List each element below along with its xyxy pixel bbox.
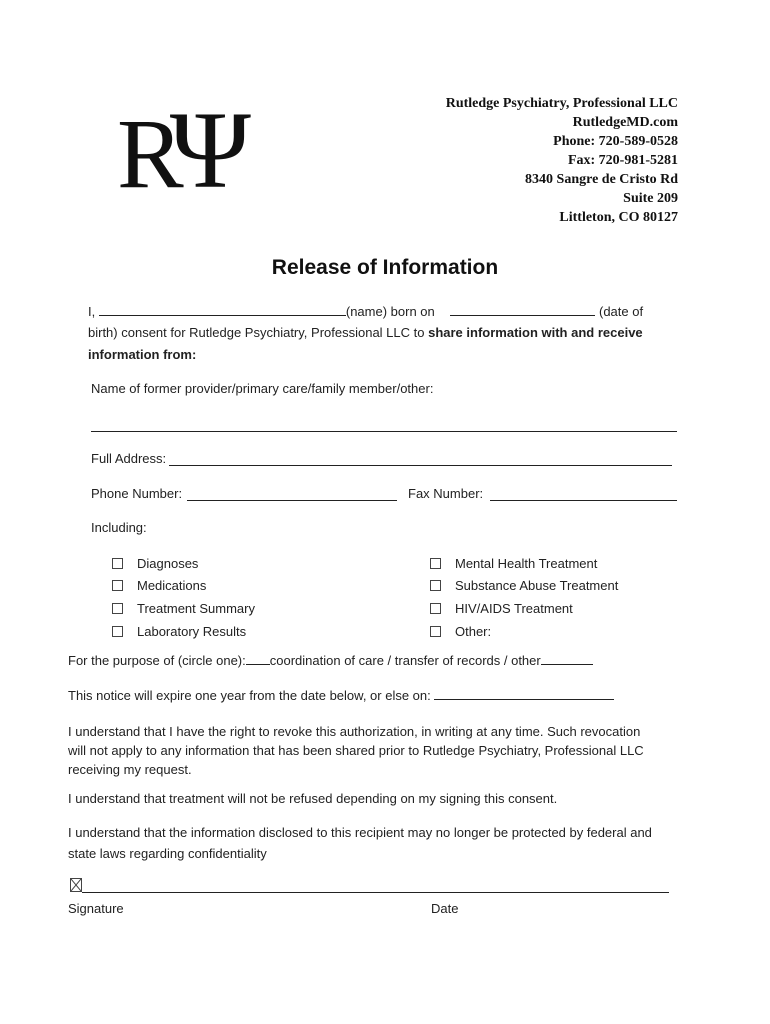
page-title: Release of Information — [271, 256, 499, 279]
signature-label: Signature — [68, 901, 124, 916]
header-line: RutledgeMD.com — [572, 115, 678, 130]
expire-date-field[interactable] — [434, 687, 614, 700]
intro-bold: share information with and receive — [428, 325, 643, 340]
header-line: Fax: 720-981-5281 — [567, 153, 678, 168]
checkbox-mental-health[interactable] — [430, 556, 597, 571]
phone-label: Phone Number: — [91, 486, 183, 501]
fax-field[interactable] — [490, 500, 677, 501]
intro-line-2 — [88, 325, 643, 340]
practice-header — [446, 94, 678, 227]
expire-label: This notice will expire one year from the date below, or else on: — [68, 688, 431, 703]
purpose-line — [68, 652, 593, 668]
disclosed-paragraph — [68, 822, 652, 864]
intro-line-1 — [88, 303, 643, 319]
checkbox-other[interactable] — [430, 624, 491, 639]
checkbox-label: Treatment Summary — [137, 601, 255, 616]
checkbox-hiv-aids[interactable] — [430, 601, 573, 616]
provider-field[interactable] — [91, 431, 677, 432]
checkbox-icon[interactable] — [112, 580, 123, 591]
checkbox-icon[interactable] — [112, 558, 123, 569]
expire-line — [68, 687, 614, 703]
checkbox-label: Other: — [455, 624, 492, 639]
purpose-blank[interactable] — [246, 652, 270, 665]
purpose-label: For the purpose of (circle one): — [68, 653, 246, 668]
checkbox-label: HIV/AIDS Treatment — [455, 601, 573, 616]
purpose-other-field[interactable] — [541, 652, 593, 665]
text-line: I understand that I have the right to revoke this authorization, in writing at any time. Such revocation — [68, 724, 641, 739]
dob-label: (date of — [599, 304, 644, 319]
including-label: Including: — [91, 520, 147, 535]
practice-logo: RΨ — [117, 89, 237, 211]
checkbox-diagnoses[interactable] — [112, 556, 198, 571]
text-line: receiving my request. — [68, 762, 192, 777]
date-label: Date — [431, 901, 459, 916]
intro-line-3: information from: — [88, 347, 197, 362]
name-label: (name) born on — [345, 304, 435, 319]
signature-x-icon — [70, 878, 82, 892]
text-line: I understand that the information disclosed to this recipient may no longer be protected by federal and — [68, 825, 652, 840]
header-line: Suite 209 — [623, 191, 678, 206]
checkbox-label: Medications — [137, 578, 207, 593]
revoke-paragraph — [68, 722, 644, 779]
dob-field[interactable] — [450, 303, 595, 316]
checkbox-icon[interactable] — [112, 626, 123, 637]
address-label: Full Address: — [91, 451, 167, 466]
fax-label: Fax Number: — [408, 486, 484, 501]
checkbox-label: Laboratory Results — [137, 624, 247, 639]
header-line: Phone: 720-589-0528 — [553, 134, 678, 149]
phone-field[interactable] — [187, 500, 397, 501]
checkbox-label: Diagnoses — [137, 556, 199, 571]
text-line: will not apply to any information that has been shared prior to Rutledge Psychiatry, Professional LLC — [68, 743, 644, 758]
checkbox-icon[interactable] — [112, 603, 123, 614]
header-line: Littleton, CO 80127 — [559, 210, 678, 225]
checkbox-icon[interactable] — [430, 603, 441, 614]
checkbox-icon[interactable] — [430, 626, 441, 637]
signature-field[interactable] — [82, 892, 669, 893]
checkbox-treatment-summary[interactable] — [112, 601, 255, 616]
intro-text: birth) consent for Rutledge Psychiatry, Professional LLC to — [88, 325, 429, 340]
provider-label: Name of former provider/primary care/family member/other: — [91, 381, 434, 396]
name-field[interactable] — [99, 303, 346, 316]
text-line: state laws regarding confidentiality — [68, 846, 267, 861]
intro-i: I, — [88, 304, 96, 319]
checkbox-icon[interactable] — [430, 558, 441, 569]
checkbox-laboratory-results[interactable] — [112, 624, 246, 639]
checkbox-substance-abuse[interactable] — [430, 578, 618, 593]
purpose-options[interactable]: coordination of care / transfer of records / other — [269, 653, 541, 668]
header-line: Rutledge Psychiatry, Professional LLC — [445, 96, 678, 111]
checkbox-label: Mental Health Treatment — [455, 556, 598, 571]
checkbox-label: Substance Abuse Treatment — [455, 578, 619, 593]
address-field[interactable] — [169, 465, 672, 466]
checkbox-icon[interactable] — [430, 580, 441, 591]
checkbox-medications[interactable] — [112, 578, 206, 593]
treatment-statement: I understand that treatment will not be refused depending on my signing this consent. — [68, 791, 558, 806]
header-line: 8340 Sangre de Cristo Rd — [525, 172, 678, 187]
